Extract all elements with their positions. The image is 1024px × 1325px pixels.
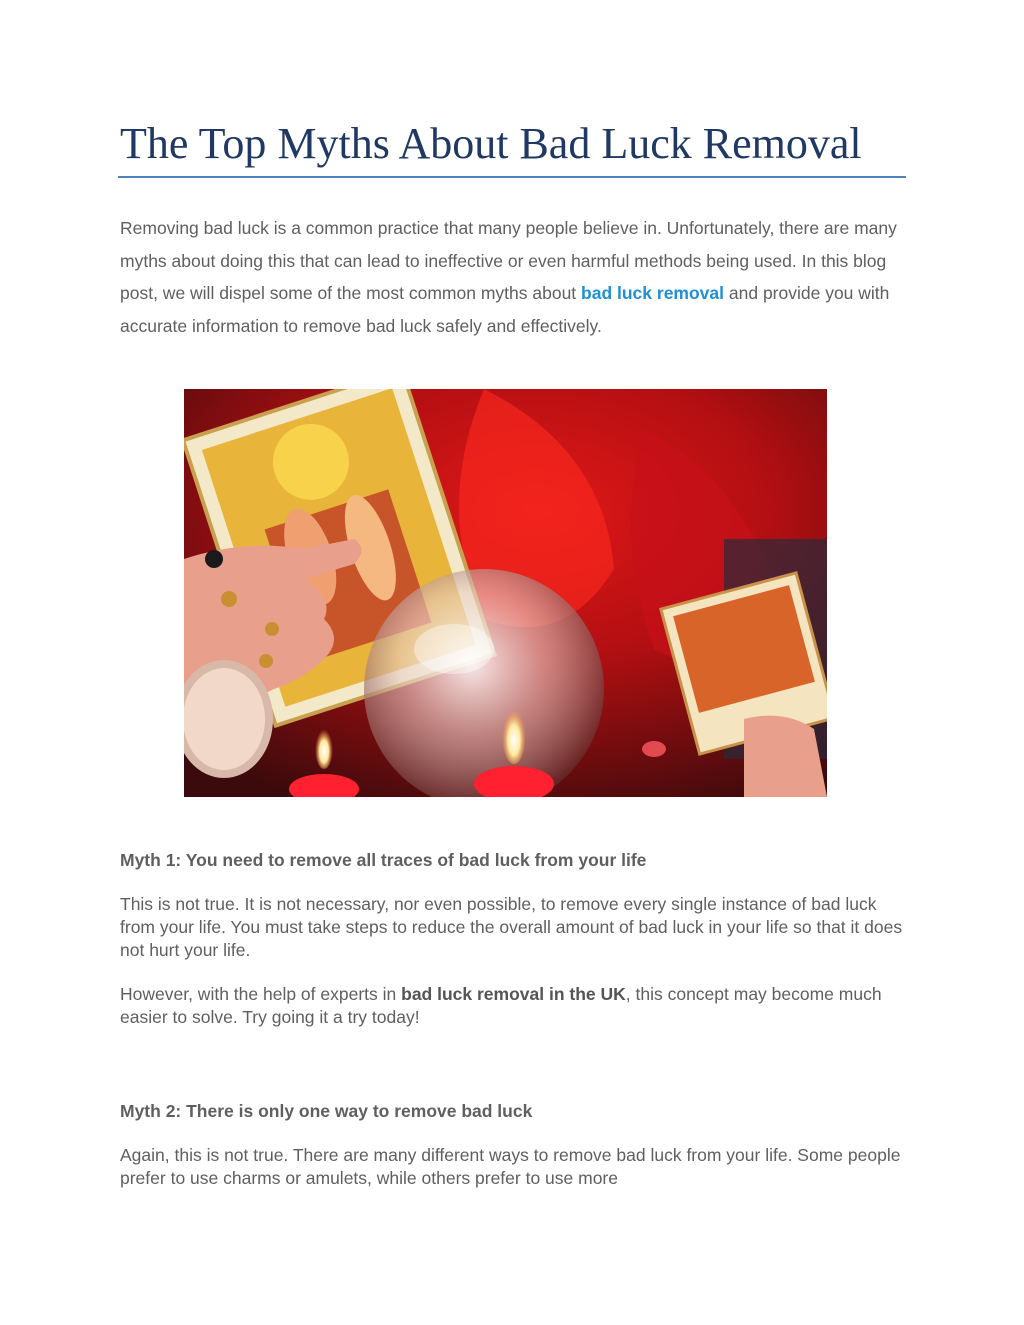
myth2-heading: Myth 2: There is only one way to remove bad luck xyxy=(120,1101,533,1121)
myth2-paragraph-1: Again, this is not true. There are many different ways to remove bad luck from your life. Some people prefer to use charms or amulets, while others prefer to use more xyxy=(120,1145,901,1188)
intro-text-before-link: Removing bad luck is a common practice that many people believe in. Unfortunately, there are many myths about doing this that can lead to ineffective or even harmful methods being used. In this blog post, we will dispel some of the most common myths about xyxy=(120,218,897,303)
bad-luck-removal-uk-emphasis: bad luck removal in the UK xyxy=(401,984,626,1004)
intro-paragraph xyxy=(120,212,910,342)
myth1-paragraph-1: This is not true. It is not necessary, nor even possible, to remove every single instance of bad luck from your life. You must take steps to reduce the overall amount of bad luck in your life so that it does not hurt your life. xyxy=(120,894,903,960)
myth1-paragraph-2 xyxy=(120,983,910,1029)
intro-text-after-link: and provide you with accurate information to remove bad luck safely and effectively. xyxy=(120,283,890,336)
tarot-photo-illustration xyxy=(184,389,827,797)
bad-luck-removal-link[interactable]: bad luck removal xyxy=(581,283,725,303)
title-divider xyxy=(118,176,906,178)
myth1-heading: Myth 1: You need to remove all traces of bad luck from your life xyxy=(120,850,647,870)
page-title: The Top Myths About Bad Luck Removal xyxy=(120,119,862,168)
myth1-para2-after: , this concept may become much easier to solve. Try going it a try today! xyxy=(120,984,882,1027)
myth1-para2-before: However, with the help of experts in xyxy=(120,984,402,1004)
hero-image xyxy=(184,389,827,797)
